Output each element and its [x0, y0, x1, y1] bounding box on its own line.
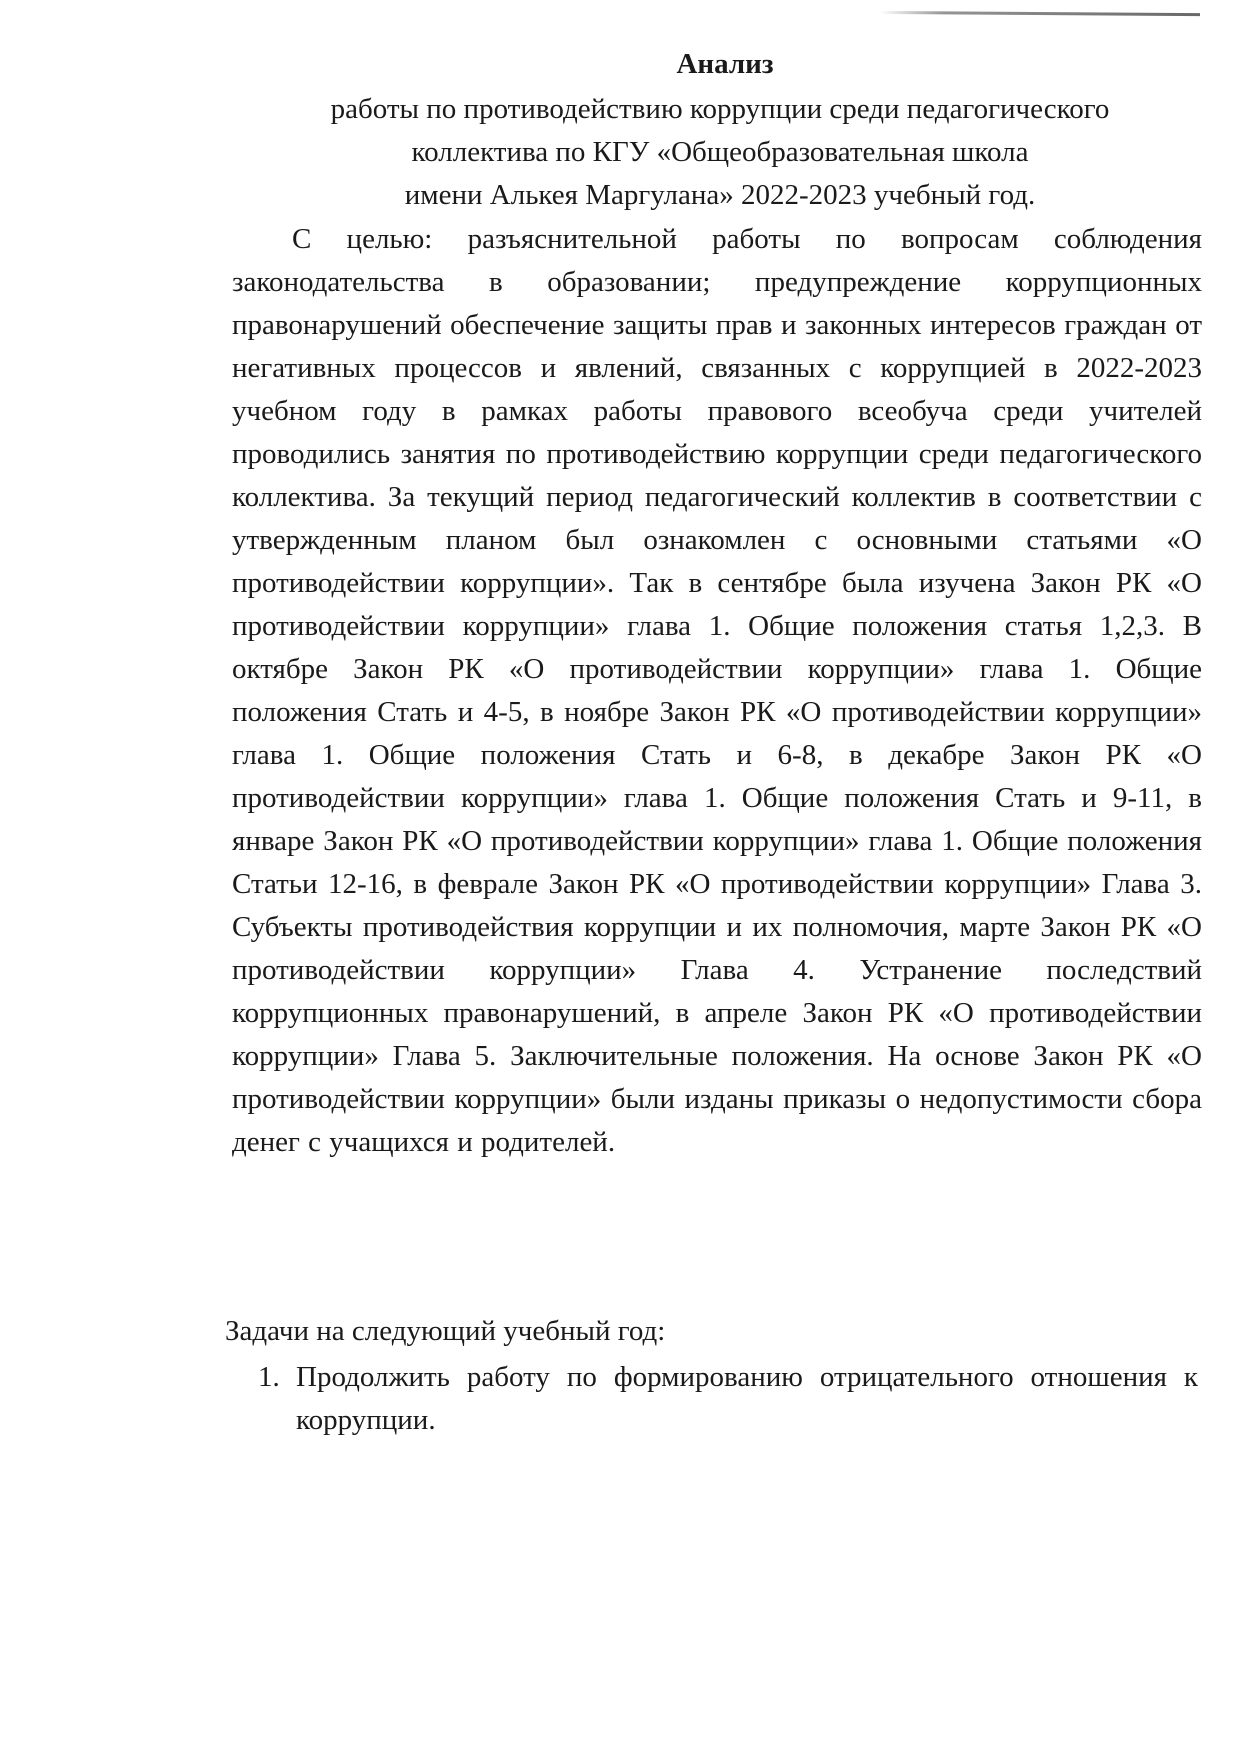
- subtitle-line: коллектива по КГУ «Общеобразовательная школа: [411, 136, 1029, 168]
- scan-edge-line: [880, 11, 1200, 16]
- document-title: Анализ: [676, 48, 774, 80]
- tasks-heading: Задачи на следующий учебный год:: [225, 1315, 666, 1347]
- task-list: [258, 1356, 1198, 1442]
- subtitle-line: работы по противодействию коррупции среди педагогического: [330, 93, 1110, 125]
- body-paragraph: С целью: разъяснительной работы по вопросам соблюдения законодательства в образовании; предупреждение коррупционных правонарушений обеспечение защиты прав и законных интересов граждан от негативных процессов и явлений, связанных с коррупцией в 2022-2023 учебном году в рамках работы правового всеобуча среди учителей проводились занятия по противодействию коррупции среди педагогического коллектива. За текущий период педагогический коллектив в соответствии с утвержденным планом был ознакомлен с основными статьями «О противодействии коррупции». Так в сентябре была изучена Закон РК «О противодействии коррупции» глава 1. Общие положения статья 1,2,3. В октябре Закон РК «О противодействии коррупции» глава 1. Общие положения Стать и 4-5, в ноябре Закон РК «О противодействии коррупции» глава 1. Общие положения Стать и 6-8, в декабре Закон РК «О противодействии коррупции» глава 1. Общие положения Стать и 9-11, в январе Закон РК «О противодействии коррупции» глава 1. Общие положения Статьи 12-16, в феврале Закон РК «О противодействии коррупции» Глава 3. Субъекты противодействия коррупции и их полномочия, марте Закон РК «О противодействии коррупции» Глава 4. Устранение последствий коррупционных правонарушений, в апреле Закон РК «О противодействии коррупции» Глава 5. Заключительные положения. На основе Закон РК «О противодействии коррупции» были изданы приказы о недопустимости сбора денег с учащихся и родителей.: [232, 223, 1202, 1158]
- list-item-text: Продолжить работу по формированию отрицательного отношения к коррупции.: [296, 1361, 1198, 1436]
- document-subtitle: [250, 88, 1190, 217]
- subtitle-line: имени Алькея Маргулана» 2022-2023 учебный год.: [404, 179, 1036, 211]
- list-item: [258, 1356, 1198, 1442]
- list-item-number: 1.: [258, 1361, 280, 1393]
